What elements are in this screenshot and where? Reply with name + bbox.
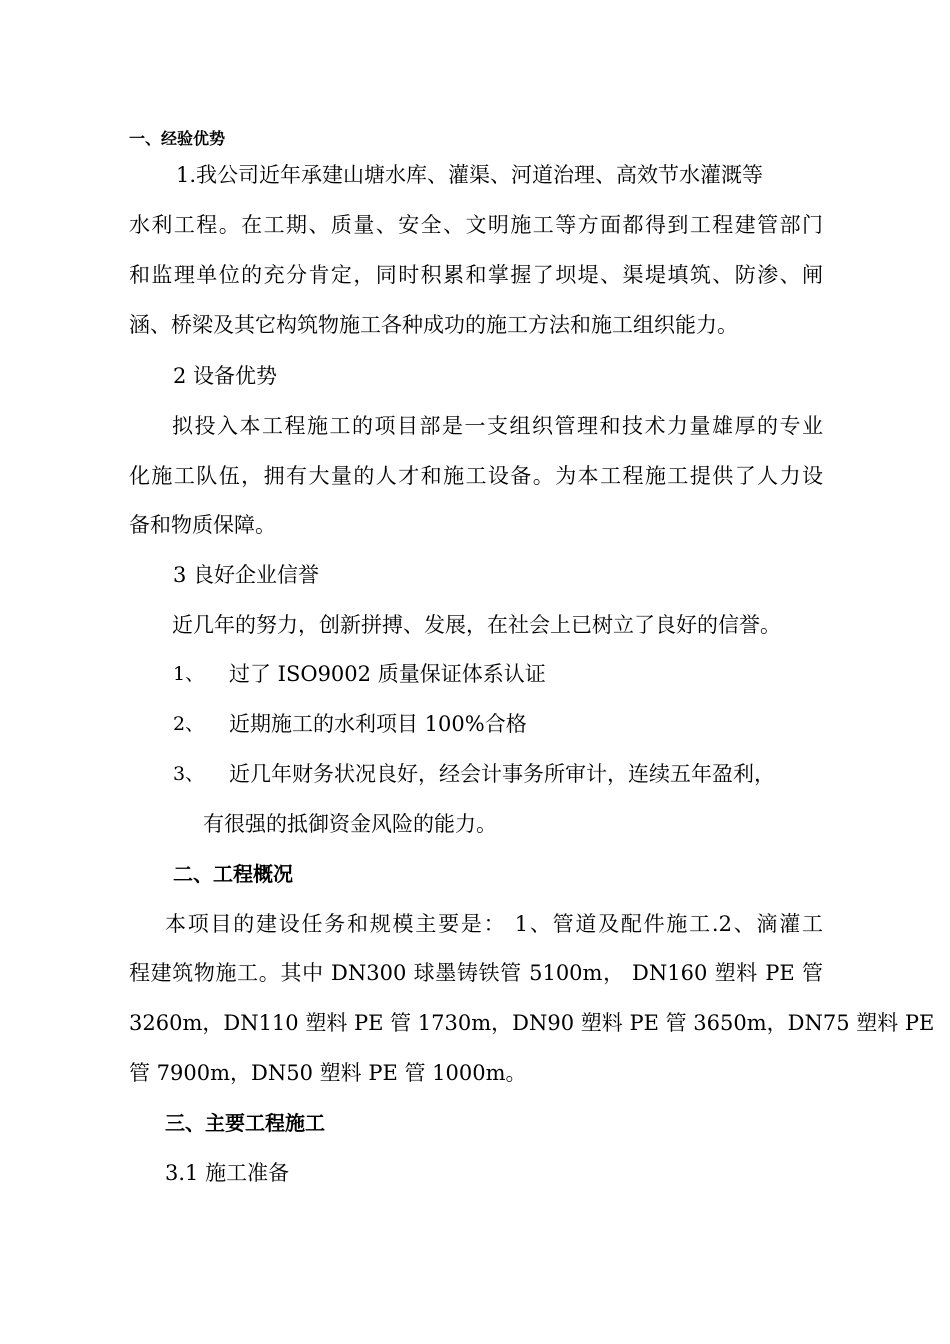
- paragraph-line: 本项目的建设任务和规模主要是： 1、管道及配件施工.2、滴灌工: [165, 912, 823, 936]
- paragraph-line: 1.我公司近年承建山塘水库、灌渠、河道治理、高效节水灌溉等: [176, 163, 764, 187]
- section-heading-experience: 一、经验优势: [129, 129, 226, 148]
- paragraph-line: 管 7900m，DN50 塑料 PE 管 1000m。: [129, 1061, 527, 1085]
- section-heading-main-construction: 三、主要工程施工: [165, 1111, 325, 1135]
- paragraph-line: 水利工程。在工期、质量、安全、文明施工等方面都得到工程建管部门: [129, 213, 823, 237]
- subsection-title-reputation: 3 良好企业信誉: [173, 563, 320, 587]
- paragraph-line: 化施工队伍，拥有大量的人才和施工设备。为本工程施工提供了人力设: [129, 464, 823, 488]
- list-item-number: 1、: [173, 663, 205, 685]
- paragraph-line: 和监理单位的充分肯定，同时积累和掌握了坝堤、渠堤填筑、防渗、闸: [129, 263, 823, 287]
- subsection-title-preparation: 3.1 施工准备: [165, 1161, 290, 1185]
- list-item-number: 3、: [173, 763, 205, 785]
- list-item-number: 2、: [173, 713, 205, 735]
- paragraph-line: 备和物质保障。: [129, 513, 276, 537]
- paragraph-line: 3260m，DN110 塑料 PE 管 1730m，DN90 塑料 PE 管 3650m，DN75 塑料 PE: [129, 1011, 935, 1035]
- list-item-text: 过了 ISO9002 质量保证体系认证: [229, 662, 546, 686]
- subsection-title-equipment: 2 设备优势: [173, 364, 278, 388]
- list-item-text: 近期施工的水利项目 100%合格: [229, 712, 527, 736]
- list-item-text: 近几年财务状况良好，经会计事务所审计，连续五年盈利，: [229, 762, 775, 786]
- section-heading-project-overview: 二、工程概况: [173, 862, 293, 886]
- paragraph-line: 涵、桥梁及其它构筑物施工各种成功的施工方法和施工组织能力。: [129, 313, 738, 337]
- paragraph-line: 程建筑物施工。其中 DN300 球墨铸铁管 5100m， DN160 塑料 PE 管: [129, 961, 823, 985]
- list-item-text-continued: 有很强的抵御资金风险的能力。: [203, 812, 497, 836]
- paragraph-line: 拟投入本工程施工的项目部是一支组织管理和技术力量雄厚的专业: [172, 414, 823, 438]
- paragraph-line: 近几年的努力，创新拼搏、发展，在社会上已树立了良好的信誉。: [172, 613, 781, 637]
